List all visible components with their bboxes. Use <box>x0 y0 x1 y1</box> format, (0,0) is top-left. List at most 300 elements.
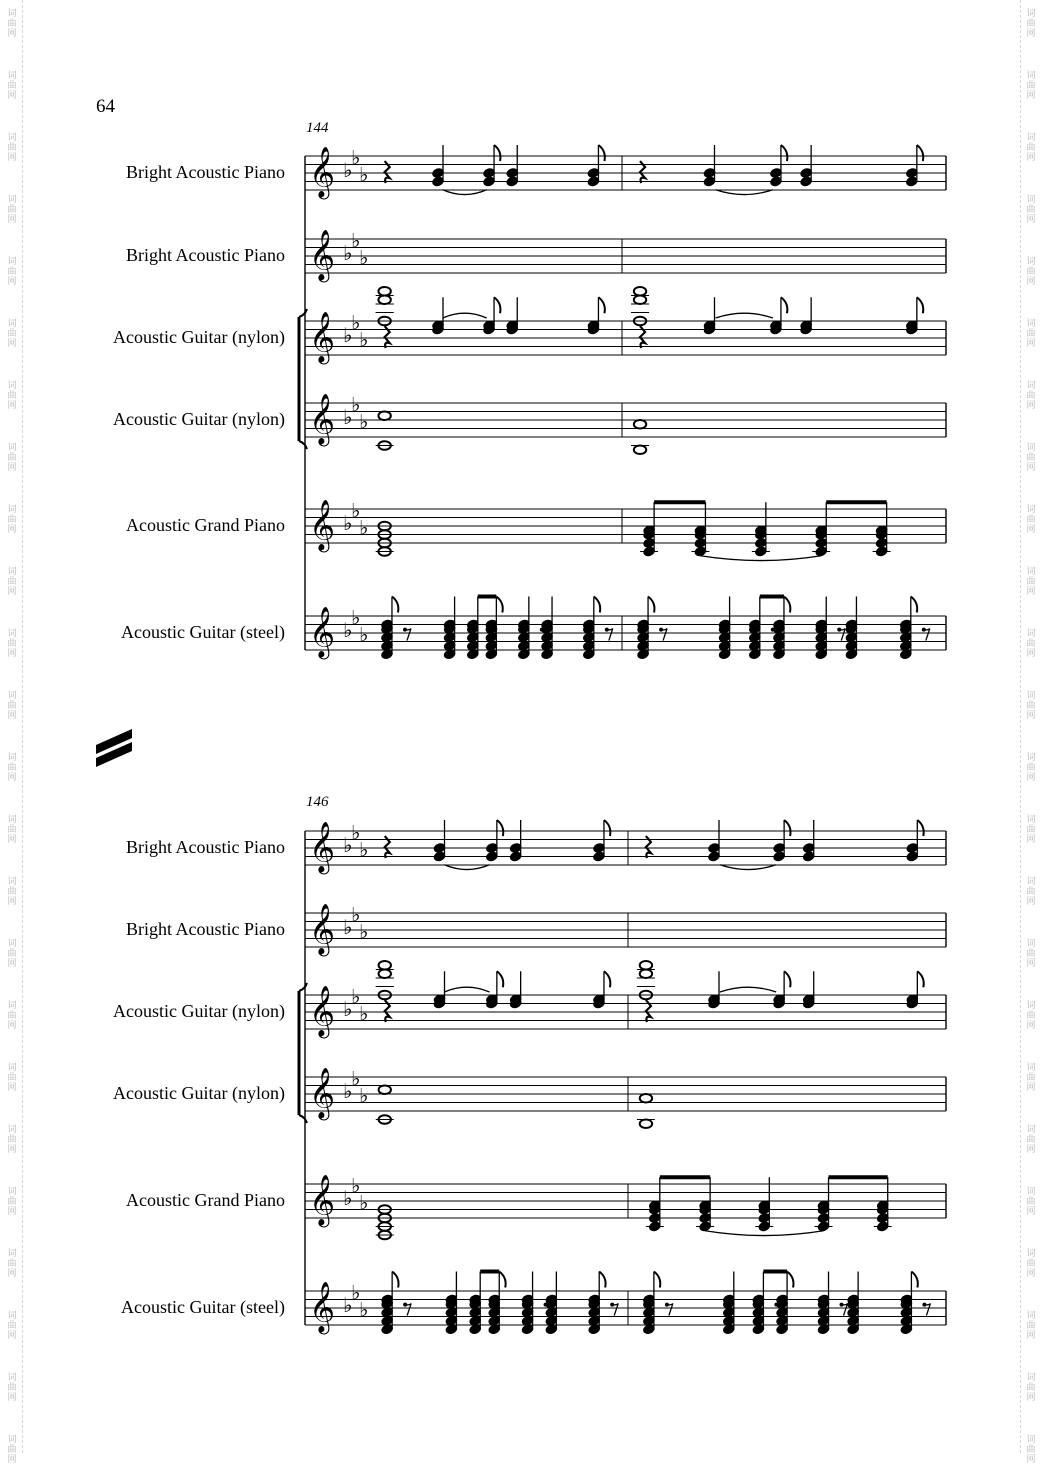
notehead <box>432 168 444 179</box>
notehead <box>906 168 918 179</box>
note-flag <box>917 820 923 836</box>
notehead <box>758 1213 770 1224</box>
notehead <box>643 1324 655 1335</box>
flat-sign: ♭ <box>351 1280 361 1305</box>
notehead <box>445 1307 457 1318</box>
margin-watermark: 词 曲 网 <box>7 752 17 782</box>
treble-clef: 𝄞 <box>309 393 336 445</box>
notehead <box>649 1213 661 1224</box>
notehead <box>815 546 827 557</box>
whole-note <box>640 1094 652 1103</box>
notehead <box>900 649 912 660</box>
margin-watermark: 词 曲 网 <box>1026 1248 1036 1278</box>
margin-watermark: 词 曲 网 <box>1026 1124 1036 1154</box>
note-flag <box>784 971 790 987</box>
margin-watermark: 词 曲 网 <box>1026 1062 1036 1092</box>
notehead <box>521 1307 533 1318</box>
flat-sign: ♭ <box>359 409 369 434</box>
notehead <box>588 1307 600 1318</box>
eighth-rest <box>839 629 845 641</box>
staff-label: Acoustic Guitar (steel) <box>121 1297 285 1317</box>
flat-sign: ♭ <box>343 1186 353 1210</box>
notehead <box>545 1315 557 1326</box>
staff-bracket <box>299 309 307 317</box>
measure-number-system-2: 146 <box>306 794 329 810</box>
notehead <box>381 1315 393 1326</box>
margin-watermark: 词 曲 网 <box>7 1000 17 1030</box>
margin-watermark: 词 曲 网 <box>7 442 17 472</box>
note-flag <box>784 820 790 836</box>
eighth-rest <box>842 1304 848 1316</box>
notehead <box>800 176 812 187</box>
notehead <box>643 546 655 557</box>
note-flag <box>598 145 604 161</box>
notehead <box>773 640 785 651</box>
note-flag <box>604 820 610 836</box>
margin-watermark: 词 曲 网 <box>7 628 17 658</box>
eighth-rest <box>661 629 667 641</box>
notehead <box>469 1324 481 1335</box>
note-flag <box>392 597 398 613</box>
notehead <box>433 851 445 862</box>
notehead <box>486 843 498 854</box>
notehead <box>845 640 857 651</box>
notehead <box>708 843 720 854</box>
notehead <box>847 1324 859 1335</box>
eighth-rest <box>405 1304 411 1316</box>
notehead <box>445 1315 457 1326</box>
staff-label: Acoustic Grand Piano <box>126 515 285 535</box>
notehead <box>770 168 782 179</box>
notehead <box>699 1213 711 1224</box>
notehead <box>583 649 595 660</box>
notehead <box>770 176 782 187</box>
notehead <box>723 1307 735 1318</box>
tie <box>443 313 487 318</box>
tie <box>720 987 776 992</box>
flat-sign: ♭ <box>351 984 361 1009</box>
notehead <box>381 640 393 651</box>
page-number: 64 <box>96 96 115 117</box>
treble-clef: 𝄞 <box>309 821 336 873</box>
notehead <box>773 843 785 854</box>
flat-sign: ♭ <box>359 1297 369 1322</box>
notehead <box>587 176 599 187</box>
note-flag <box>497 971 503 987</box>
notehead <box>723 1315 735 1326</box>
notehead <box>800 168 812 179</box>
note-flag <box>594 597 600 613</box>
notehead <box>815 632 827 643</box>
margin-watermark: 词 曲 网 <box>7 1434 17 1464</box>
notehead <box>545 1307 557 1318</box>
margin-watermark: 词 曲 网 <box>1026 442 1036 472</box>
flat-sign: ♭ <box>359 245 369 270</box>
notehead <box>749 649 761 660</box>
notehead <box>483 176 495 187</box>
whole-note <box>634 295 646 304</box>
margin-watermark: 词 曲 网 <box>1026 1000 1036 1030</box>
margin-watermark: 词 曲 网 <box>7 1248 17 1278</box>
margin-watermark: 词 曲 网 <box>1026 1310 1036 1340</box>
margin-watermark: 词 曲 网 <box>1026 938 1036 968</box>
notehead <box>752 1315 764 1326</box>
staff-label: Acoustic Grand Piano <box>126 1190 285 1210</box>
flat-sign: ♭ <box>359 622 369 647</box>
notehead <box>845 649 857 660</box>
whole-note <box>640 969 652 978</box>
notehead <box>541 632 553 643</box>
notehead <box>817 1307 829 1318</box>
eighth-rest <box>924 629 930 641</box>
notehead <box>381 1307 393 1318</box>
notehead <box>773 649 785 660</box>
notehead <box>433 843 445 854</box>
flat-sign: ♭ <box>343 833 353 857</box>
notehead <box>815 649 827 660</box>
note-flag <box>784 597 790 613</box>
margin-watermark: 词 曲 网 <box>1026 380 1036 410</box>
notehead <box>718 649 730 660</box>
margin-watermark: 词 曲 网 <box>7 814 17 844</box>
notehead <box>900 1324 912 1335</box>
staff-label: Acoustic Guitar (nylon) <box>113 1083 285 1103</box>
staff-label: Acoustic Guitar (nylon) <box>113 1001 285 1021</box>
whole-note <box>378 411 390 420</box>
flat-sign: ♭ <box>351 228 361 253</box>
notehead <box>637 640 649 651</box>
whole-note <box>379 969 391 978</box>
treble-clef: 𝄞 <box>309 903 336 955</box>
notehead <box>518 640 530 651</box>
margin-watermark: 词 曲 网 <box>7 318 17 348</box>
treble-clef: 𝄞 <box>309 311 336 363</box>
notehead <box>593 851 605 862</box>
notehead <box>773 632 785 643</box>
note-flag <box>392 1272 398 1288</box>
margin-watermark: 词 曲 网 <box>7 256 17 286</box>
notehead <box>847 1307 859 1318</box>
notehead <box>708 851 720 862</box>
notehead <box>752 1307 764 1318</box>
notehead <box>649 1221 661 1232</box>
treble-clef: 𝄞 <box>309 1281 336 1333</box>
margin-watermark: 词 曲 网 <box>7 194 17 224</box>
flat-sign: ♭ <box>359 162 369 187</box>
notehead <box>467 632 479 643</box>
margin-watermark: 词 曲 网 <box>7 1124 17 1154</box>
notehead <box>588 1324 600 1335</box>
notehead <box>900 1315 912 1326</box>
staff-label: Bright Acoustic Piano <box>126 919 285 939</box>
note-flag <box>781 145 787 161</box>
treble-clef: 𝄞 <box>309 606 336 658</box>
whole-note <box>378 295 390 304</box>
notehead <box>593 843 605 854</box>
flat-sign: ♭ <box>343 241 353 265</box>
notehead <box>518 632 530 643</box>
margin-watermark: 词 曲 网 <box>7 70 17 100</box>
eighth-rest <box>607 629 613 641</box>
margin-watermark: 词 曲 网 <box>7 876 17 906</box>
flat-sign: ♭ <box>359 837 369 862</box>
note-flag <box>917 145 923 161</box>
margin-watermark: 词 曲 网 <box>7 8 17 38</box>
note-flag <box>494 297 500 313</box>
flat-sign: ♭ <box>343 618 353 642</box>
flat-sign: ♭ <box>343 1079 353 1103</box>
notehead <box>900 632 912 643</box>
tie <box>705 1231 823 1236</box>
whole-note <box>640 1119 652 1128</box>
eighth-rest <box>667 1304 673 1316</box>
staff-label: Acoustic Guitar (nylon) <box>113 409 285 429</box>
notehead <box>773 851 785 862</box>
flat-sign: ♭ <box>351 310 361 335</box>
margin-watermark: 词 曲 网 <box>7 1372 17 1402</box>
notehead <box>776 1324 788 1335</box>
whole-note <box>634 420 646 429</box>
treble-clef: 𝄞 <box>309 985 336 1037</box>
notehead <box>699 1221 711 1232</box>
notehead <box>443 640 455 651</box>
notehead <box>694 546 706 557</box>
whole-note <box>634 445 646 454</box>
notehead <box>906 851 918 862</box>
flat-sign: ♭ <box>351 605 361 630</box>
notehead <box>749 632 761 643</box>
notehead <box>703 176 715 187</box>
flat-sign: ♭ <box>343 997 353 1021</box>
notehead <box>467 649 479 660</box>
whole-note <box>379 961 391 970</box>
flat-sign: ♭ <box>359 1083 369 1108</box>
tie <box>444 987 489 992</box>
notehead <box>583 632 595 643</box>
margin-watermark: 词 曲 网 <box>7 504 17 534</box>
notehead <box>545 1324 557 1335</box>
note-flag <box>911 1272 917 1288</box>
flat-sign: ♭ <box>351 902 361 927</box>
flat-sign: ♭ <box>359 515 369 540</box>
notehead <box>488 1307 500 1318</box>
notehead <box>587 168 599 179</box>
flat-sign: ♭ <box>343 323 353 347</box>
note-flag <box>654 1272 660 1288</box>
notehead <box>483 168 495 179</box>
margin-watermark: 词 曲 网 <box>1026 876 1036 906</box>
flat-sign: ♭ <box>351 1173 361 1198</box>
flat-sign: ♭ <box>359 327 369 352</box>
note-flag <box>781 297 787 313</box>
notehead <box>817 1213 829 1224</box>
margin-watermark: 词 曲 网 <box>1026 256 1036 286</box>
notehead <box>485 640 497 651</box>
notehead <box>518 649 530 660</box>
notehead <box>906 176 918 187</box>
treble-clef: 𝄞 <box>309 1174 336 1226</box>
notehead <box>521 1315 533 1326</box>
eighth-rest <box>612 1304 618 1316</box>
margin-watermark: 词 曲 网 <box>7 1186 17 1216</box>
flat-sign: ♭ <box>343 511 353 535</box>
margin-watermark: 词 曲 网 <box>1026 1372 1036 1402</box>
note-flag <box>496 597 502 613</box>
notehead <box>776 1315 788 1326</box>
note-flag <box>917 297 923 313</box>
notehead <box>875 546 887 557</box>
flat-sign: ♭ <box>343 1293 353 1317</box>
notehead <box>509 851 521 862</box>
notehead <box>488 1315 500 1326</box>
whole-note <box>378 287 390 296</box>
notehead <box>749 640 761 651</box>
notehead <box>381 649 393 660</box>
notehead <box>723 1324 735 1335</box>
margin-watermark: 词 曲 网 <box>7 132 17 162</box>
notehead <box>817 1324 829 1335</box>
notehead <box>758 1221 770 1232</box>
notehead <box>643 1315 655 1326</box>
note-flag <box>917 971 923 987</box>
margin-watermark: 词 曲 网 <box>1026 628 1036 658</box>
staff-label: Bright Acoustic Piano <box>126 162 285 182</box>
margin-watermark: 词 曲 网 <box>7 1062 17 1092</box>
whole-note <box>640 961 652 970</box>
margin-watermark: 词 曲 网 <box>7 380 17 410</box>
margin-watermark: 词 曲 网 <box>1026 566 1036 596</box>
note-flag <box>604 971 610 987</box>
tie <box>700 556 821 561</box>
staff-bracket <box>299 441 307 449</box>
notehead <box>583 640 595 651</box>
note-flag <box>497 820 503 836</box>
margin-watermark: 词 曲 网 <box>7 938 17 968</box>
notehead <box>755 538 767 549</box>
notehead <box>432 176 444 187</box>
notehead <box>643 538 655 549</box>
notehead <box>718 640 730 651</box>
notehead <box>637 649 649 660</box>
notehead <box>486 851 498 862</box>
staff-label: Acoustic Guitar (nylon) <box>113 327 285 347</box>
notehead <box>521 1324 533 1335</box>
flat-sign: ♭ <box>343 915 353 939</box>
notehead <box>588 1315 600 1326</box>
notehead <box>815 538 827 549</box>
eighth-rest <box>405 629 411 641</box>
margin-watermark: 词 曲 网 <box>7 1310 17 1340</box>
notehead <box>817 1315 829 1326</box>
notehead <box>381 1324 393 1335</box>
notehead <box>643 1307 655 1318</box>
flat-sign: ♭ <box>359 1190 369 1215</box>
notehead <box>506 168 518 179</box>
notehead <box>877 1213 889 1224</box>
notehead <box>718 632 730 643</box>
notehead <box>469 1315 481 1326</box>
staff-label: Bright Acoustic Piano <box>126 245 285 265</box>
notehead <box>900 1307 912 1318</box>
whole-note <box>634 287 646 296</box>
margin-watermark: 词 曲 网 <box>7 566 17 596</box>
margin-watermark: 词 曲 网 <box>1026 814 1036 844</box>
flat-sign: ♭ <box>343 158 353 182</box>
flat-sign: ♭ <box>343 405 353 429</box>
margin-watermark: 词 曲 网 <box>1026 8 1036 38</box>
notehead <box>877 1221 889 1232</box>
treble-clef: 𝄞 <box>309 229 336 281</box>
note-flag <box>911 597 917 613</box>
tie <box>716 313 773 318</box>
margin-watermark: 词 曲 网 <box>1026 70 1036 100</box>
notehead <box>445 1324 457 1335</box>
notehead <box>541 640 553 651</box>
notehead <box>752 1324 764 1335</box>
margin-watermark: 词 曲 网 <box>7 690 17 720</box>
notehead <box>488 1324 500 1335</box>
staff-label: Bright Acoustic Piano <box>126 837 285 857</box>
notehead <box>381 632 393 643</box>
margin-watermark: 词 曲 网 <box>1026 504 1036 534</box>
notehead <box>467 640 479 651</box>
treble-clef: 𝄞 <box>309 146 336 198</box>
treble-clef: 𝄞 <box>309 499 336 551</box>
eighth-rest <box>924 1304 930 1316</box>
notehead <box>845 632 857 643</box>
notehead <box>875 538 887 549</box>
notehead <box>900 640 912 651</box>
notehead <box>443 632 455 643</box>
notehead <box>803 843 815 854</box>
flat-sign: ♭ <box>351 820 361 845</box>
margin-watermark: 词 曲 网 <box>1026 752 1036 782</box>
flat-sign: ♭ <box>351 145 361 170</box>
notehead <box>509 843 521 854</box>
notehead <box>443 649 455 660</box>
staff-label: Acoustic Guitar (steel) <box>121 622 285 642</box>
notehead <box>803 851 815 862</box>
whole-note <box>379 1085 391 1094</box>
notehead <box>485 649 497 660</box>
margin-watermark: 词 曲 网 <box>1026 1434 1036 1464</box>
notehead <box>815 640 827 651</box>
note-flag <box>499 1272 505 1288</box>
note-flag <box>787 1272 793 1288</box>
notehead <box>817 1221 829 1232</box>
notehead <box>506 176 518 187</box>
notehead <box>847 1315 859 1326</box>
staff-bracket <box>299 1115 307 1123</box>
flat-sign: ♭ <box>351 1066 361 1091</box>
margin-watermark: 词 曲 网 <box>1026 1186 1036 1216</box>
margin-watermark: 词 曲 网 <box>1026 194 1036 224</box>
note-flag <box>599 1272 605 1288</box>
margin-watermark: 词 曲 网 <box>1026 690 1036 720</box>
flat-sign: ♭ <box>351 392 361 417</box>
margin-watermark: 词 曲 网 <box>1026 132 1036 162</box>
notehead <box>906 843 918 854</box>
note-flag <box>494 145 500 161</box>
flat-sign: ♭ <box>351 498 361 523</box>
notehead <box>541 649 553 660</box>
treble-clef: 𝄞 <box>309 1067 336 1119</box>
notehead <box>755 546 767 557</box>
notehead <box>469 1307 481 1318</box>
notehead <box>694 538 706 549</box>
notehead <box>776 1307 788 1318</box>
staff-bracket <box>299 983 307 991</box>
